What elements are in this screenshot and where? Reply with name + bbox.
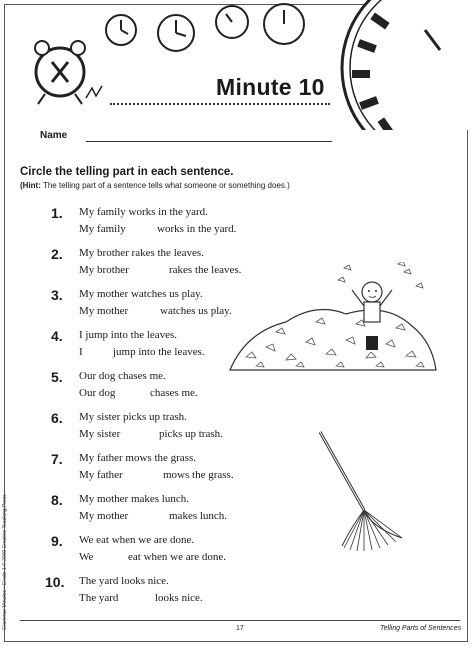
item-sentence: My father mows the grass.: [79, 452, 197, 464]
item-predicate[interactable]: jump into the leaves.: [113, 346, 205, 358]
name-line[interactable]: [86, 141, 332, 142]
item-subject[interactable]: My sister: [79, 428, 121, 440]
item-number: 10.: [45, 574, 65, 590]
item-subject[interactable]: We: [79, 551, 94, 563]
footer-rule: [20, 620, 460, 621]
item-subject[interactable]: My mother: [79, 510, 129, 522]
item-sentence: My brother rakes the leaves.: [79, 247, 204, 259]
item-number: 8.: [51, 492, 63, 508]
item-predicate[interactable]: chases me.: [150, 387, 198, 399]
item-number: 1.: [51, 205, 63, 221]
item-number: 2.: [51, 246, 63, 262]
name-label: Name: [40, 130, 68, 141]
hint-text: [20, 181, 290, 190]
alarm-clock-icon: [35, 41, 102, 104]
item-sentence: We eat when we are done.: [79, 534, 195, 546]
item-number: 9.: [51, 533, 63, 549]
item-subject[interactable]: My brother: [79, 264, 129, 276]
small-clock-icon: [158, 15, 194, 51]
item-sentence: I jump into the leaves.: [79, 329, 178, 341]
item-predicate[interactable]: eat when we are done.: [128, 551, 227, 563]
item-predicate[interactable]: picks up trash.: [159, 428, 223, 440]
instructions: Circle the telling part in each sentence.: [20, 166, 234, 178]
item-predicate[interactable]: watches us play.: [160, 305, 232, 317]
clock-header-art: [0, 0, 474, 130]
item-sentence: My family works in the yard.: [79, 206, 208, 218]
small-clock-icon: [264, 4, 304, 44]
page-title: Minute 10: [216, 74, 325, 100]
item-predicate[interactable]: makes lunch.: [169, 510, 228, 522]
item-subject[interactable]: My family: [79, 223, 126, 235]
wall-clock-icon: [342, 0, 474, 130]
side-copyright-text: Grammar Minutes • Grade 1 © 2009 Creative Teaching Press: [2, 494, 8, 630]
item-subject[interactable]: I: [79, 346, 83, 358]
rake-illustration: [312, 428, 412, 558]
small-clock-icon: [106, 15, 136, 45]
hint-body: The telling part of a sentence tells what someone or something does.): [40, 181, 290, 190]
item-number: 7.: [51, 451, 63, 467]
small-clock-icon: [216, 6, 248, 38]
page-number: 17: [236, 625, 244, 632]
item-sentence: The yard looks nice.: [79, 575, 169, 587]
item-subject[interactable]: My mother: [79, 305, 129, 317]
item-subject[interactable]: My father: [79, 469, 123, 481]
item-predicate[interactable]: works in the yard.: [157, 223, 237, 235]
item-sentence: My mother watches us play.: [79, 288, 203, 300]
item-subject[interactable]: Our dog: [79, 387, 116, 399]
item-subject[interactable]: The yard: [79, 592, 119, 604]
item-number: 6.: [51, 410, 63, 426]
leaves-pile-illustration: [226, 262, 440, 374]
item-sentence: Our dog chases me.: [79, 370, 166, 382]
hint-label: (Hint:: [20, 181, 41, 190]
item-sentence: My mother makes lunch.: [79, 493, 189, 505]
item-number: 3.: [51, 287, 63, 303]
footer-topic: Telling Parts of Sentences: [380, 625, 462, 632]
item-predicate[interactable]: looks nice.: [155, 592, 203, 604]
item-sentence: My sister picks up trash.: [79, 411, 187, 423]
title-dotted-rule: [110, 103, 330, 105]
item-number: 5.: [51, 369, 63, 385]
item-number: 4.: [51, 328, 63, 344]
side-copyright: [2, 470, 12, 630]
item-predicate[interactable]: mows the grass.: [163, 469, 234, 481]
item-predicate[interactable]: rakes the leaves.: [169, 264, 242, 276]
